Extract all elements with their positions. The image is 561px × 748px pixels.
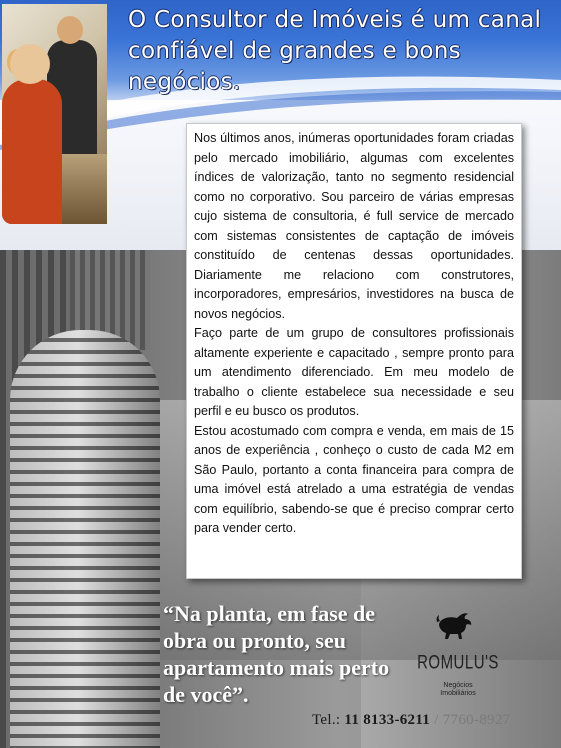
bull-icon bbox=[435, 610, 475, 640]
paragraph-3: Estou acostumado com compra e venda, em mais de 15 anos de experiência , conheço o custo de cada M2 em São Paulo, portanto a conta financeira para compra de uma imóvel está atrelado a uma estratégia de vendas com equilíbrio, sabendo-se que é preciso comprar certo para vender certo. bbox=[194, 423, 514, 535]
phone-number-2[interactable]: 7760-8927 bbox=[442, 712, 511, 728]
phone-separator: / bbox=[434, 712, 439, 728]
contact-phone bbox=[312, 712, 557, 729]
brand-name: ROMULU'S bbox=[417, 651, 499, 674]
brand-tagline-1: Negócios bbox=[443, 682, 473, 689]
paragraph-2: Faço parte de um grupo de consultores profissionais altamente experiente e capacitado , sempre pronto para um atendimento diferenciado. Em meu modelo de trabalho o cliente estabelece sua necessidade e seu perfil e eu busco os produtos. bbox=[194, 326, 514, 418]
slogan-quote: “Na planta, em fase de obra ou pronto, seu apartamento mais perto de você”. bbox=[163, 601, 390, 707]
brand-tagline-2: Imobiliários bbox=[440, 690, 476, 697]
skyscraper-image bbox=[10, 330, 160, 748]
romulus-logo bbox=[413, 610, 503, 700]
business-meeting-photo bbox=[2, 4, 107, 224]
phone-label: Tel.: bbox=[312, 712, 341, 728]
headline: O Consultor de Imóveis é um canal confiável de grandes e bons negócios. bbox=[128, 7, 542, 95]
paragraph-1: Nos últimos anos, inúmeras oportunidades foram criadas pelo mercado imobiliário, algumas com excelentes índices de valorização, tanto no segmento residencial como no corporativo. Sou parceiro de várias empresas cujo sistema de consultoria, é full service de mercado com sistemas consistentes de captação de imóveis constituído de centenas dessas oportunidades. Diariamente me relaciono com construtores, incorporadores, empresários, investidores na busca de novos negócios. bbox=[194, 131, 514, 321]
description-box bbox=[186, 123, 522, 579]
phone-number-1[interactable]: 11 8133-6211 bbox=[344, 712, 431, 728]
